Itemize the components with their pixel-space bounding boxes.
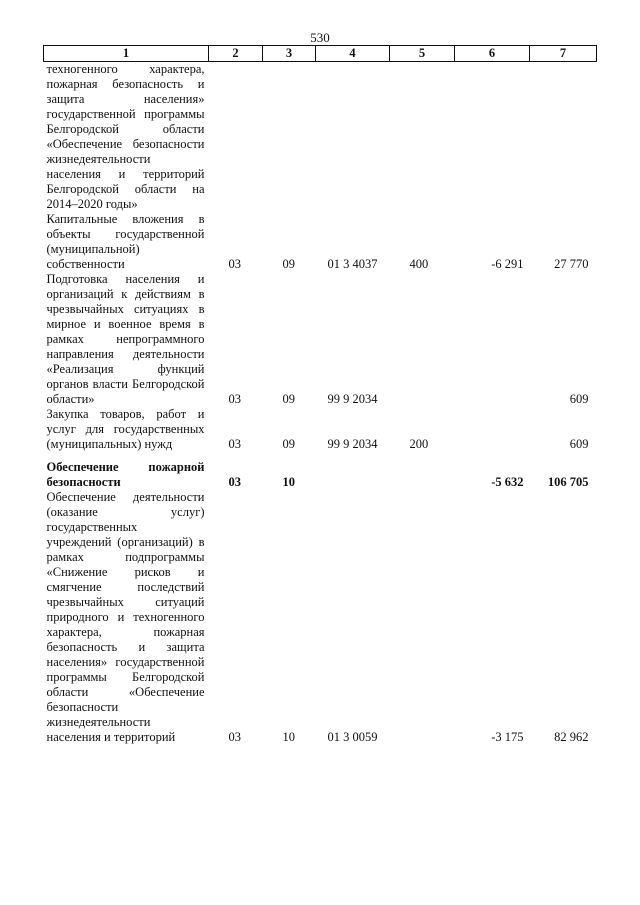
target-article-cell: 99 9 2034 — [327, 437, 378, 451]
target-article-cell: 01 3 0059 — [327, 730, 378, 744]
column-header: 6 — [455, 46, 530, 62]
expense-type-cell: 200 — [409, 437, 429, 451]
change-amount-cell: -5 632 — [491, 475, 524, 489]
section-code-cell: 03 — [228, 257, 241, 271]
subsection-code-cell: 09 — [282, 257, 295, 271]
column-header-row — [44, 46, 597, 62]
section-code-cell: 03 — [228, 437, 241, 451]
target-article-cell: 01 3 4037 — [327, 257, 378, 271]
total-amount-cell: 27 770 — [554, 257, 589, 271]
column-header: 3 — [263, 46, 316, 62]
expense-type-cell — [390, 490, 455, 745]
change-amount-cell — [455, 272, 530, 407]
table-row — [44, 460, 597, 490]
change-amount-cell: -6 291 — [491, 257, 524, 271]
total-amount-cell: 106 705 — [547, 475, 589, 489]
expense-type-cell — [390, 62, 455, 213]
section-code-cell: 03 — [228, 392, 241, 406]
section-code-cell — [209, 62, 263, 213]
table-row — [44, 272, 597, 407]
budget-table — [43, 45, 597, 745]
row-name-cell: Обеспечение деятельности (оказание услуг) государственных учреждений (организаций) в рамках подпрограммы «Снижение рисков и смягчение последствий чрезвычайных ситуаций природного и техногенного характера, пожарная безопасность и защита населения» государственной программы Белгородской области «Обеспечение безопасности жизнедеятельности населения и территорий — [46, 490, 205, 744]
target-article-cell — [316, 460, 390, 490]
column-header: 4 — [316, 46, 390, 62]
table-row — [44, 62, 597, 213]
table-row — [44, 490, 597, 745]
change-amount-cell — [455, 407, 530, 452]
row-name-cell: Закупка товаров, работ и услуг для государственных (муниципальных) нужд — [46, 407, 205, 451]
column-header: 1 — [44, 46, 209, 62]
expense-type-cell — [390, 460, 455, 490]
column-header: 7 — [530, 46, 597, 62]
total-amount-cell: 609 — [569, 437, 589, 451]
column-header: 5 — [390, 46, 455, 62]
row-name-cell: Обеспечение пожарной безопасности — [46, 460, 205, 489]
subsection-code-cell: 09 — [282, 437, 295, 451]
table-row — [44, 212, 597, 272]
target-article-cell — [316, 62, 390, 213]
expense-type-cell — [390, 272, 455, 407]
row-name-cell: техногенного характера, пожарная безопасность и защита населения» государственной программы Белгородской области «Обеспечение безопасности жизнедеятельности населения и территорий Белгородской области на 2014–2020 годы» — [46, 62, 205, 211]
subsection-code-cell: 10 — [282, 475, 295, 489]
page-number: 530 — [310, 30, 330, 45]
total-amount-cell: 82 962 — [554, 730, 589, 744]
spacer-row — [44, 452, 597, 460]
total-amount-cell — [530, 62, 597, 213]
section-code-cell: 03 — [228, 475, 241, 489]
expense-type-cell: 400 — [409, 257, 429, 271]
change-amount-cell: -3 175 — [491, 730, 524, 744]
row-name-cell: Капитальные вложения в объекты государственной (муниципальной) собственности — [46, 212, 205, 271]
subsection-code-cell — [263, 62, 316, 213]
row-name-cell: Подготовка населения и организаций к действиям в чрезвычайных ситуациях в мирное и военное время в рамках непрограммного направления деятельности «Реализация функций органов власти Белгородской области» — [46, 272, 205, 406]
section-code-cell: 03 — [228, 730, 241, 744]
table-row — [44, 407, 597, 452]
total-amount-cell: 609 — [569, 392, 589, 406]
change-amount-cell — [455, 62, 530, 213]
subsection-code-cell: 10 — [282, 730, 295, 744]
spacer-cell — [44, 452, 597, 460]
column-header: 2 — [209, 46, 263, 62]
subsection-code-cell: 09 — [282, 392, 295, 406]
target-article-cell: 99 9 2034 — [327, 392, 378, 406]
